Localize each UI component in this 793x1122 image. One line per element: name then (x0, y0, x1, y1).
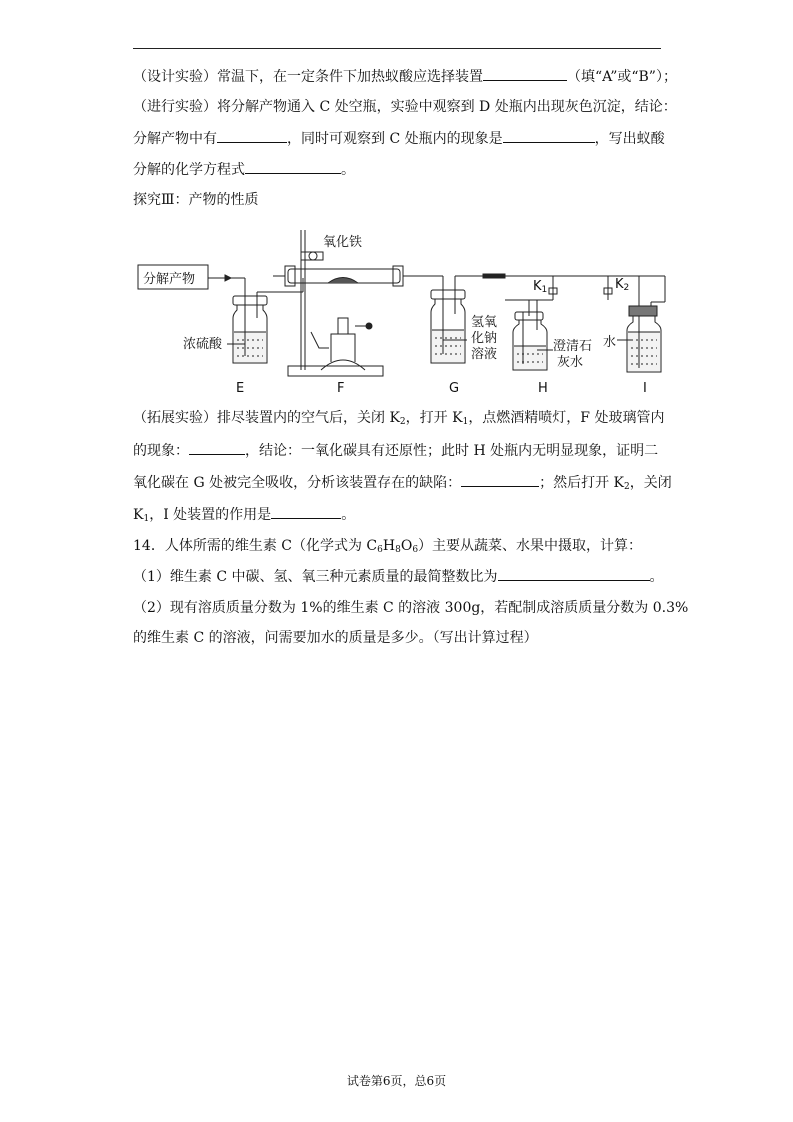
answer-blank[interactable] (498, 566, 650, 581)
valve-k2-label: K2 (615, 277, 630, 293)
bottle-i (627, 276, 665, 372)
label-f: F (337, 381, 345, 396)
tube-label: 氧化铁 (323, 235, 363, 250)
answer-blank[interactable] (189, 440, 245, 455)
question-14-part-1: （1）维生素 C 中碳、氢、氧三种元素质量的最简整数比为 。 (133, 566, 664, 587)
paragraph-design-experiment: （设计实验）常温下，在一定条件下加热蚁酸应选择装置 （填“A”或“B”）； (133, 66, 677, 87)
paragraph-equation: 分解的化学方程式 。 (133, 159, 355, 180)
question-14: 14．人体所需的维生素 C（化学式为 $C_6H_8O_6$）主要从蔬菜、水果中摄取，计算： (133, 538, 643, 555)
answer-blank[interactable] (483, 66, 567, 81)
paragraph-conclusion: 分解产物中有 ，同时可观察到 C 处瓶内的现象是 ，写出蚁酸 (133, 128, 665, 149)
stand-f (273, 230, 403, 376)
label-h: H (538, 381, 548, 396)
answer-blank[interactable] (271, 504, 341, 519)
paragraph-conduct-experiment: （进行实验）将分解产物通入 C 处空瓶，实验中观察到 D 处瓶内出现灰色沉淀，结论： (133, 99, 677, 115)
answer-blank[interactable] (503, 128, 595, 143)
bottle-g (431, 276, 465, 363)
i-reagent-label: 水 (603, 335, 617, 350)
h-reagent-line-2: 灰水 (557, 355, 584, 370)
label-g: G (449, 381, 460, 396)
answer-blank[interactable] (245, 159, 341, 174)
header-rule (133, 48, 661, 49)
e-reagent-label: 浓硫酸 (183, 337, 223, 352)
paragraph-extension-experiment: （拓展实验）排尽装置内的空气后，关闭 $K_2$，打开 $K_1$，点燃酒精喷灯，F 处玻璃管内 (133, 410, 665, 427)
page-footer: 试卷第6页，总6页 (346, 1074, 447, 1088)
question-14-part-2: （2）现有溶质质量分数为 1%的维生素 C 的溶液 300g，若配制成溶质质量分数为 0.3% (133, 600, 689, 616)
paragraph-defect: 氧化碳在 G 处被完全吸收，分析该装置存在的缺陷： ；然后打开 $K_2$，关闭 (133, 472, 672, 497)
bottle-h (513, 300, 547, 370)
question-14-part-2-cont: 的维生素 C 的溶液，问需要加水的质量是多少。（写出计算过程） (133, 630, 538, 646)
h-reagent-line-1: 澄清石 (553, 339, 593, 354)
paragraph-device-role: $K_1$，I 处装置的作用是 。 (133, 504, 355, 529)
g-reagent-line-2: 化钠 (471, 331, 498, 346)
valve-k1-label: K1 (533, 279, 548, 295)
answer-blank[interactable] (461, 472, 539, 487)
apparatus-diagram (133, 222, 678, 400)
bottle-e (233, 278, 303, 363)
g-reagent-line-1: 氢氧 (471, 315, 498, 330)
source-label: 分解产物 (143, 272, 196, 287)
answer-blank[interactable] (217, 128, 287, 143)
label-i: I (643, 381, 647, 396)
g-reagent-line-3: 溶液 (471, 347, 498, 362)
label-e: E (236, 381, 245, 396)
section-heading: 探究Ⅲ：产物的性质 (133, 192, 259, 208)
paragraph-phenomenon: 的现象： ，结论：一氧化碳具有还原性；此时 H 处瓶内无明显现象，证明二 (133, 440, 658, 461)
